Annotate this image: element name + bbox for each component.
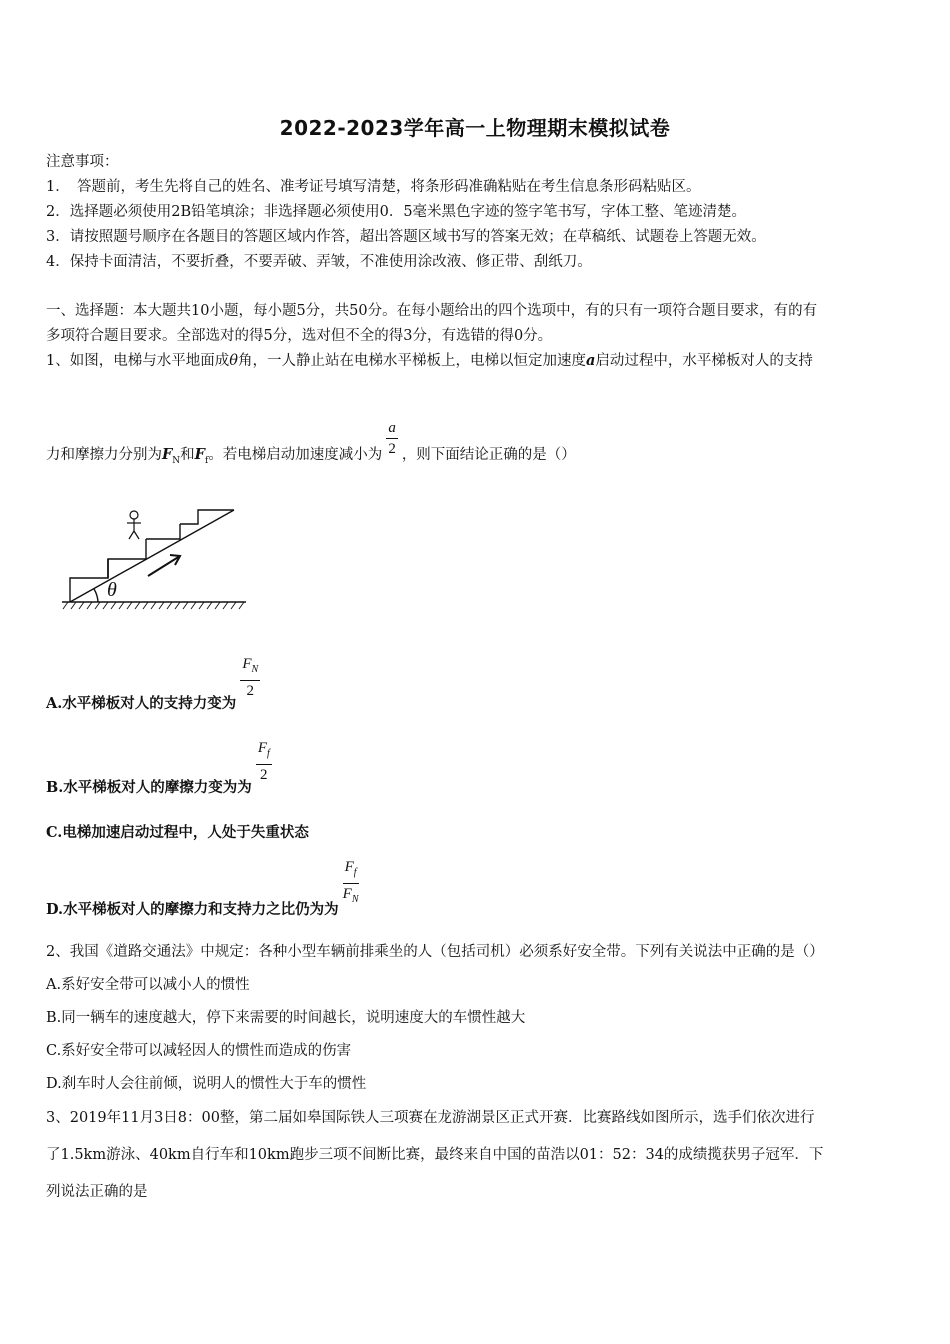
q1-option-d [46, 857, 363, 918]
fraction-numerator: a [386, 418, 398, 439]
q3-stem-line-2: 了1.5km游泳、40km自行车和10km跑步三项不间断比赛，最终来自中国的苗浩以01：52：34的成绩揽获男子冠军．下 [46, 1147, 824, 1163]
q2-option-d: D.刹车时人会往前倾，说明人的惯性大于车的惯性 [46, 1076, 367, 1092]
Ff-subscript: f [204, 455, 209, 466]
q2-option-a: A.系好安全带可以减小人的惯性 [46, 977, 250, 993]
option-b-fraction [256, 738, 272, 785]
step-3 [146, 524, 180, 539]
fraction-denominator: F [342, 886, 352, 902]
step-4 [180, 510, 234, 524]
fraction-denominator-subscript: N [351, 894, 359, 905]
q1-option-a [46, 654, 264, 712]
option-d-text: D.水平梯板对人的摩擦力和支持力之比仍为为 [46, 900, 339, 918]
half-acceleration-fraction [386, 418, 398, 459]
fraction-denominator: 2 [246, 683, 254, 699]
q1-text: 。若电梯启动加速度减小为 [208, 446, 383, 463]
direction-arrow [148, 556, 180, 576]
incline-line [70, 510, 234, 602]
q2-option-c: C.系好安全带可以减轻因人的惯性而造成的伤害 [46, 1043, 352, 1059]
q1-text: 力和摩擦力分别为 [46, 446, 162, 463]
theta-symbol: θ [229, 353, 238, 369]
step-1 [70, 559, 108, 602]
q1-stem-line-1 [46, 351, 813, 371]
FN-subscript: N [172, 455, 181, 466]
option-a-fraction [240, 654, 260, 701]
notice-item-3: 3．请按照题号顺序在各题目的答题区域内作答，超出答题区域书写的答案无效；在草稿纸、试题卷上答题无效。 [46, 229, 766, 245]
q1-text: 1、如图，电梯与水平地面成 [46, 353, 230, 369]
acceleration-symbol: a [585, 352, 596, 369]
step-2 [108, 539, 146, 578]
Ff-symbol: F [194, 445, 205, 463]
fraction-numerator-subscript: f [266, 748, 270, 759]
notice-item-2: 2．选择题必须使用2B铅笔填涂；非选择题必须使用0．5毫米黑色字迹的签字笔书写，字体工整、笔迹清楚。 [46, 204, 747, 220]
FN-symbol: F [162, 445, 173, 463]
q3-stem-line-1: 3、2019年11月3日8：00整，第二届如皋国际铁人三项赛在龙游湖景区正式开赛．比赛路线如图所示，选手们依次进行 [46, 1110, 815, 1126]
q1-text: 启动过程中，水平梯板对人的支持 [595, 353, 813, 369]
fraction-numerator-subscript: f [353, 867, 357, 878]
escalator-figure [58, 500, 250, 612]
q2-stem: 2、我国《道路交通法》中规定：各种小型车辆前排乘坐的人（包括司机）必须系好安全带。下列有关说法中正确的是（） [46, 944, 824, 960]
q3-stem-line-3: 列说法正确的是 [46, 1184, 148, 1200]
angle-arc [94, 589, 98, 602]
q1-text: 角，一人静止站在电梯水平梯板上，电梯以恒定加速度 [237, 353, 586, 369]
option-d-fraction [343, 857, 359, 910]
person-figure [127, 511, 141, 539]
section-intro-line-2: 多项符合题目要求。全部选对的得5分，选对但不全的得3分，有选错的得0分。 [46, 328, 553, 344]
fraction-numerator-subscript: N [251, 664, 259, 675]
section-intro-line-1: 一、选择题：本大题共10小题，每小题5分，共50分。在每小题给出的四个选项中，有的只有一项符合题目要求，有的有 [46, 303, 818, 319]
option-b-text: B.水平梯板对人的摩擦力变为为 [46, 778, 252, 796]
q1-option-c: C.电梯加速启动过程中，人处于失重状态 [46, 824, 309, 841]
page-title: 2022-2023学年高一上物理期末模拟试卷 [279, 116, 671, 140]
option-a-text: A.水平梯板对人的支持力变为 [46, 694, 237, 712]
q1-option-b [46, 738, 276, 796]
fraction-denominator: 2 [260, 767, 268, 783]
fraction-numerator: F [344, 859, 354, 875]
q1-text: ，则下面结论正确的是（） [401, 446, 576, 463]
q2-option-b: B.同一辆车的速度越大，停下来需要的时间越长，说明速度大的车惯性越大 [46, 1010, 526, 1026]
notice-item-4: 4．保持卡面清洁，不要折叠，不要弄破、弄皱，不准使用涂改液、修正带、刮纸刀。 [46, 254, 592, 270]
fraction-denominator: 2 [388, 441, 396, 457]
figure-theta-label: θ [107, 579, 117, 601]
notice-item-1: 1． 答题前，考生先将自己的姓名、准考证号填写清楚，将条形码准确粘贴在考生信息条形码粘贴区。 [46, 179, 701, 195]
q1-text: 和 [180, 446, 195, 463]
ground-hatching [63, 602, 244, 609]
notice-heading: 注意事项： [46, 154, 119, 170]
fraction-numerator: F [257, 740, 267, 756]
fraction-numerator: F [242, 656, 252, 672]
q1-stem-line-2 [46, 414, 576, 466]
